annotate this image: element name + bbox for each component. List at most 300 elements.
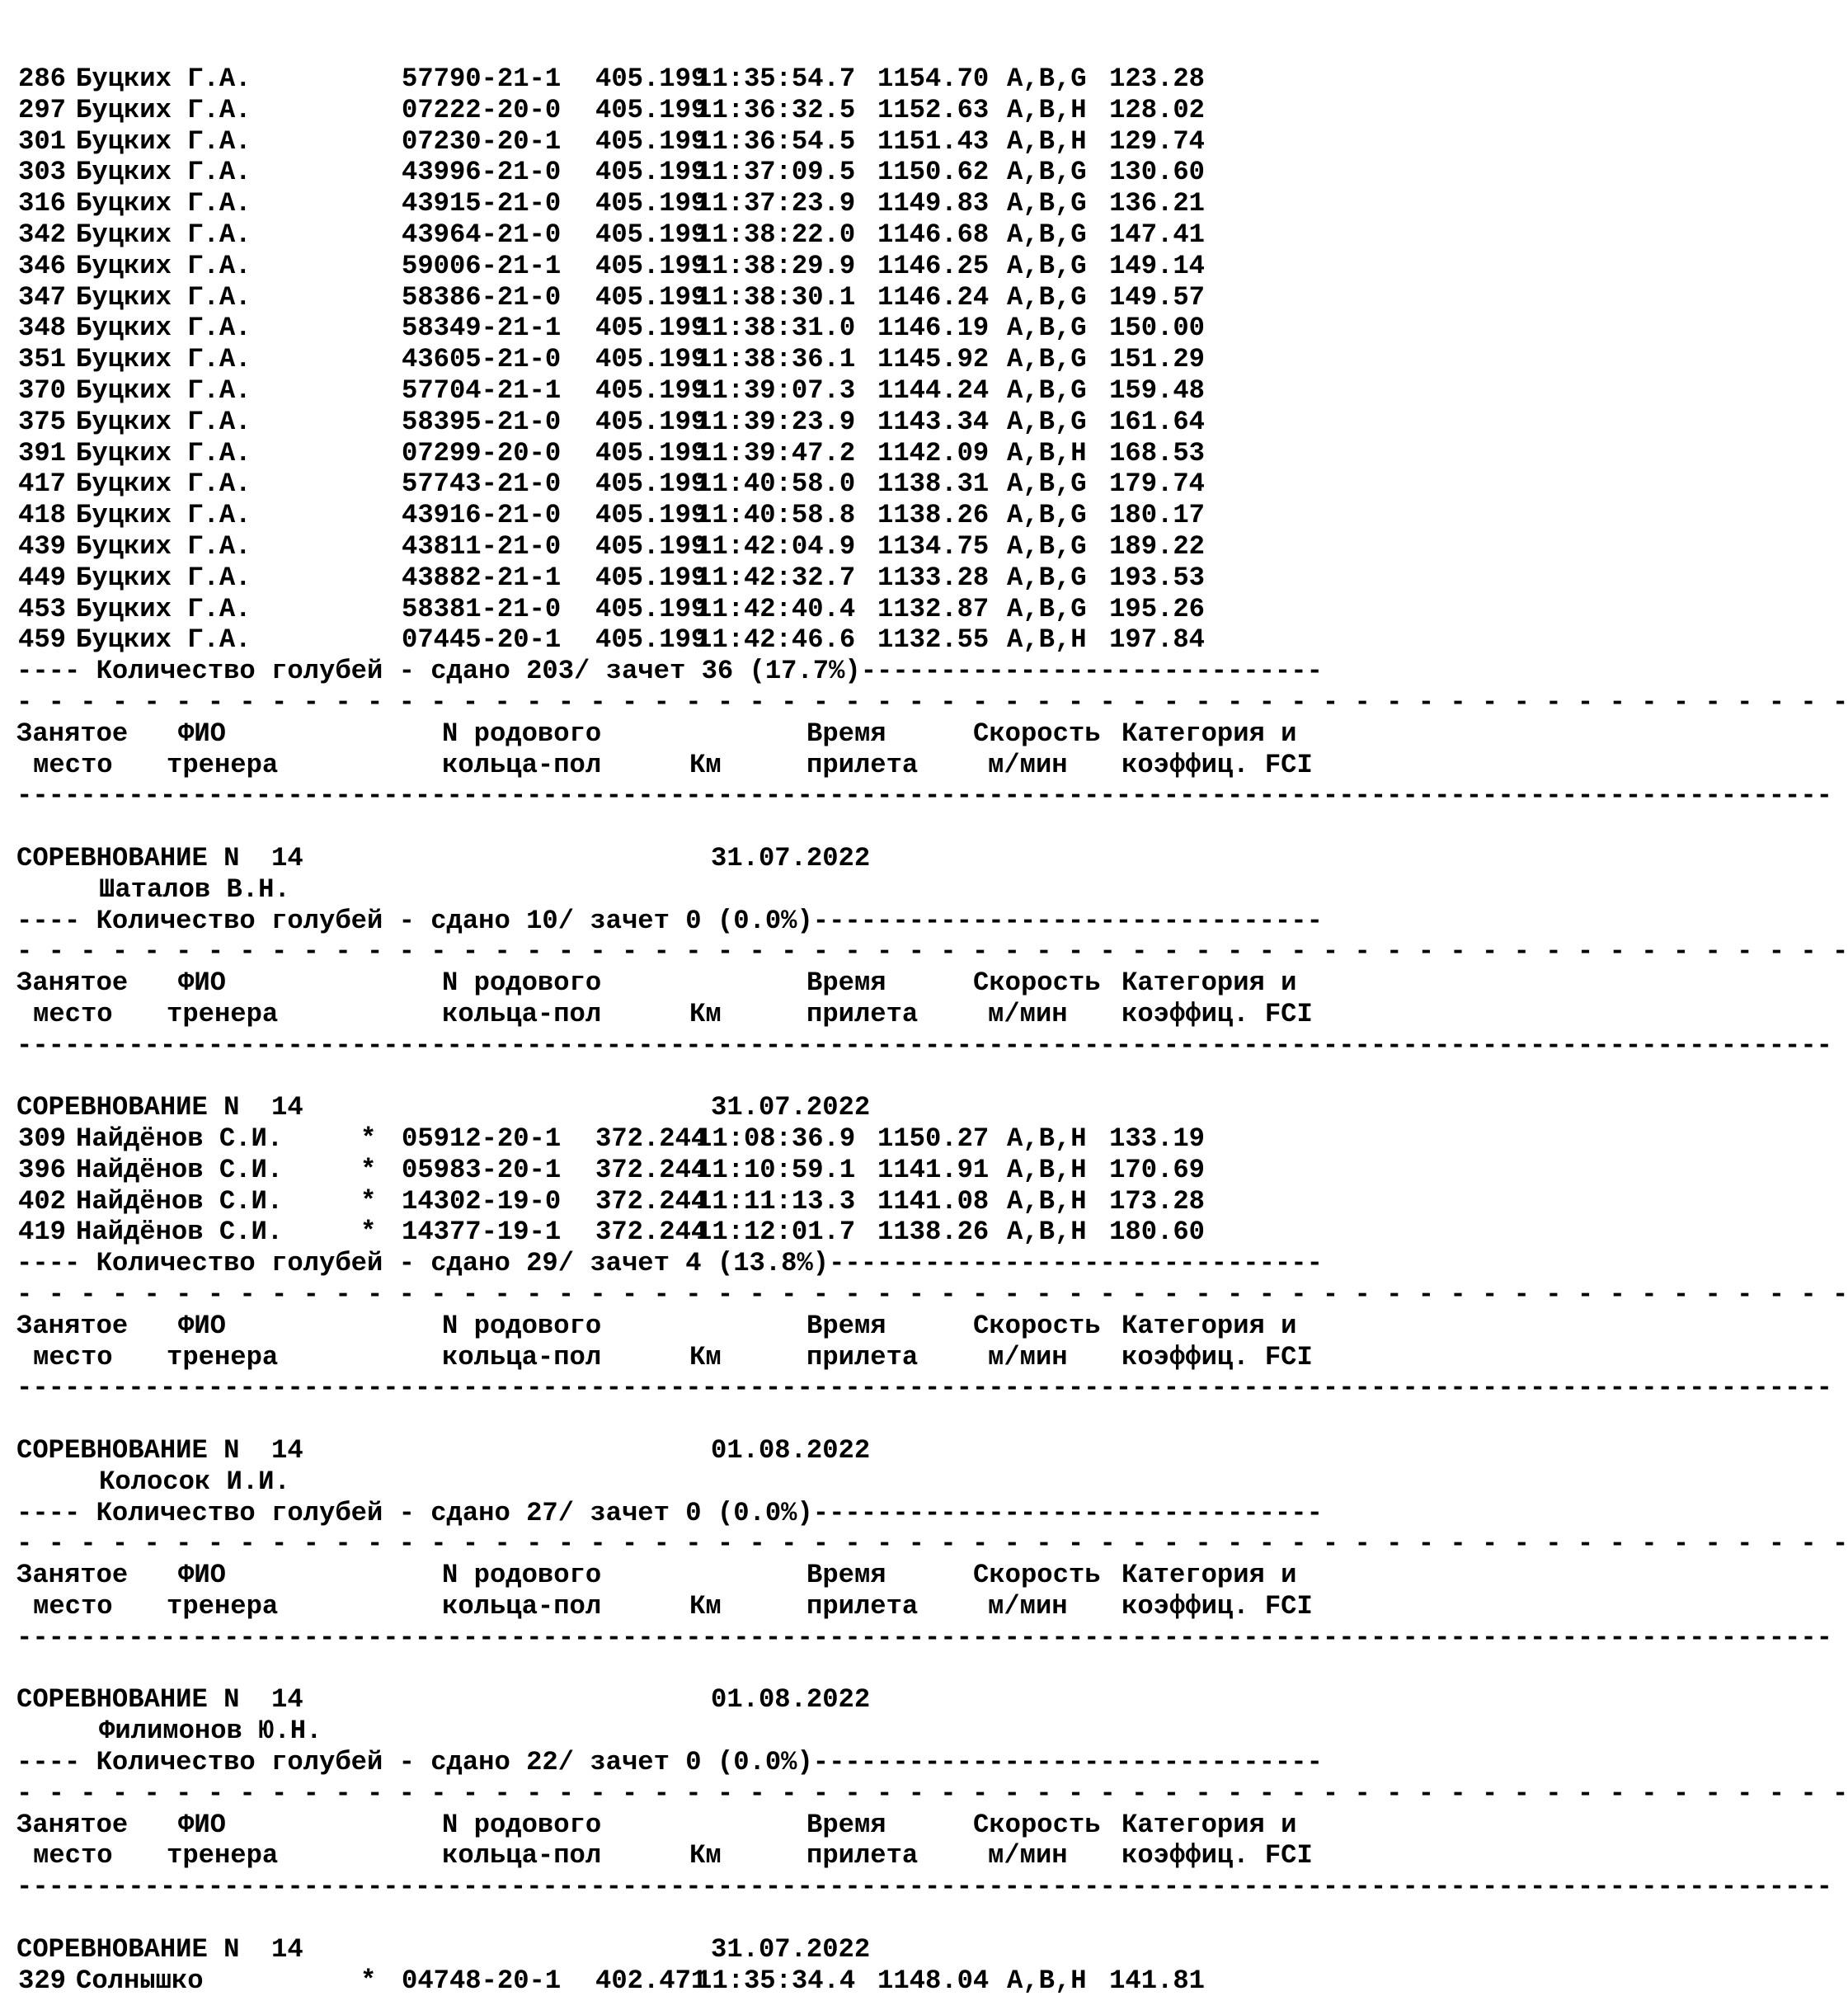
arrival-time-cell: 11:38:36.1 (696, 344, 856, 375)
coefficient-cell: 149.14 (1109, 250, 1205, 281)
speed-cell: 1132.55 (877, 624, 990, 656)
summary-line-text: ---- Количество голубей - сдано 203/ зачет 36 (17.7%)----------------------------- (16, 656, 1323, 687)
trainer-name-text: Колосок И.И. (99, 1466, 290, 1497)
distance-cell: 405.199 (595, 468, 708, 500)
place-cell: 419 (18, 1217, 66, 1248)
rule-solid (16, 1372, 1832, 1404)
trainer-name-cell: Буцких Г.А. (76, 250, 252, 281)
trainer-name-cell: Буцких Г.А. (76, 157, 252, 188)
trainer-name-cell: Найдёнов С.И. (76, 1123, 284, 1155)
distance-cell: 372.244 (595, 1185, 708, 1217)
spacer (16, 1654, 1369, 1685)
distance-cell: 405.199 (595, 313, 708, 344)
place-cell: 417 (18, 468, 66, 500)
coefficient-cell: 193.53 (1109, 562, 1205, 593)
competition-date: 31.07.2022 (711, 842, 871, 873)
header-place: Занятое (16, 1560, 129, 1591)
column-header-line-2 (16, 1342, 1369, 1373)
summary-line (16, 1747, 1369, 1778)
competition-title (16, 1934, 1369, 1965)
speed-cell: 1146.24 (877, 281, 990, 313)
table-row (16, 313, 1369, 344)
trainer-name-cell: Буцких Г.А. (76, 624, 252, 656)
table-row (16, 624, 1369, 656)
header-speed: Скорость (973, 1560, 1101, 1591)
speed-cell: 1151.43 (877, 125, 990, 157)
summary-line (16, 906, 1369, 937)
coefficient-cell: 170.69 (1109, 1154, 1205, 1185)
table-row (16, 594, 1369, 625)
trainer-name-cell: Найдёнов С.И. (76, 1185, 284, 1217)
competition-number: СОРЕВНОВАНИЕ N 14 (16, 1684, 303, 1716)
spacer (16, 812, 1369, 843)
table-row (16, 407, 1369, 438)
header-time: Время (806, 718, 886, 749)
coefficient-cell: 150.00 (1109, 313, 1205, 344)
distance-cell: 405.199 (595, 437, 708, 468)
distance-cell: 372.244 (595, 1154, 708, 1185)
trainer-name-cell: Буцких Г.А. (76, 344, 252, 375)
distance-cell: 405.199 (595, 344, 708, 375)
mark-cell: * (360, 1154, 377, 1185)
competition-date: 31.07.2022 (711, 1092, 871, 1123)
arrival-time-cell: 11:12:01.7 (696, 1217, 856, 1248)
column-header-line-2 (16, 1840, 1369, 1871)
distance-cell: 405.199 (595, 157, 708, 188)
ring-number-cell: 43915-21-0 (402, 188, 562, 219)
category-cell: A,B,G (1007, 64, 1087, 94)
mark-cell: * (360, 1965, 377, 1996)
distance-cell: 405.199 (595, 188, 708, 219)
header-ring: N родового (442, 718, 602, 749)
speed-cell: 1134.75 (877, 530, 990, 562)
header-speed: Скорость (973, 967, 1101, 999)
competition-title (16, 1684, 1369, 1716)
place-cell: 449 (18, 562, 66, 593)
header-speed: Скорость (973, 718, 1101, 749)
summary-line (16, 656, 1369, 687)
header-km: Км (689, 749, 722, 780)
header-cat: коэффиц. FCI (1121, 749, 1313, 780)
table-row (16, 282, 1369, 313)
trainer-name-cell: Буцких Г.А. (76, 94, 252, 125)
distance-cell: 372.244 (595, 1123, 708, 1155)
speed-cell: 1146.25 (877, 250, 990, 281)
distance-cell: 405.199 (595, 219, 708, 250)
rule-solid-text: ------------------------------------------------------------------------------------------------------------------ (16, 1622, 1832, 1653)
table-row (16, 251, 1369, 282)
category-cell: A,B,G (1007, 188, 1087, 219)
trainer-name-cell: Буцких Г.А. (76, 437, 252, 468)
place-cell: 316 (18, 188, 66, 219)
header-speed: м/мин (988, 1591, 1068, 1622)
speed-cell: 1150.62 (877, 157, 990, 188)
column-header-line-2 (16, 750, 1369, 781)
table-row (16, 1217, 1369, 1248)
header-place: Занятое (16, 718, 129, 749)
coefficient-cell: 129.74 (1109, 125, 1205, 157)
arrival-time-cell: 11:37:09.5 (696, 157, 856, 188)
header-speed: м/мин (988, 998, 1068, 1029)
column-header-line-1 (16, 1810, 1369, 1841)
header-name: ФИО (178, 1560, 226, 1591)
category-cell: A,B,H (1007, 1185, 1087, 1217)
speed-cell: 1146.19 (877, 313, 990, 344)
coefficient-cell: 159.48 (1109, 374, 1205, 406)
category-cell: A,B,H (1007, 94, 1087, 125)
place-cell: 297 (18, 94, 66, 125)
arrival-time-cell: 11:42:40.4 (696, 593, 856, 624)
rule-dashed-text: - - - - - - - - - - - - - - - - - - - - - - - - - - - - - - - - - - - - - - - - - - - - - - - - - - - - - - - - - - (16, 1528, 1848, 1560)
column-header-line-1 (16, 718, 1369, 750)
mark-cell: * (360, 1185, 377, 1217)
header-time: прилета (806, 998, 919, 1029)
table-row (16, 468, 1369, 500)
trainer-name (16, 1466, 1369, 1498)
header-km: Км (689, 1840, 722, 1871)
category-cell: A,B,G (1007, 281, 1087, 313)
competition-date: 01.08.2022 (711, 1435, 871, 1466)
place-cell: 301 (18, 125, 66, 157)
category-cell: A,B,G (1007, 344, 1087, 375)
header-ring: кольца-пол (442, 749, 602, 780)
place-cell: 375 (18, 406, 66, 437)
table-row (16, 375, 1369, 407)
ring-number-cell: 43811-21-0 (402, 530, 562, 562)
coefficient-cell: 123.28 (1109, 64, 1205, 94)
header-name: тренера (167, 1840, 279, 1871)
trainer-name-cell: Найдёнов С.И. (76, 1217, 284, 1248)
table-row (16, 157, 1369, 188)
ring-number-cell: 59006-21-1 (402, 250, 562, 281)
place-cell: 391 (18, 437, 66, 468)
trainer-name-cell: Буцких Г.А. (76, 64, 252, 94)
rule-solid (16, 780, 1832, 812)
competition-number: СОРЕВНОВАНИЕ N 14 (16, 1092, 303, 1123)
distance-cell: 405.199 (595, 624, 708, 656)
header-speed: м/мин (988, 1840, 1068, 1871)
distance-cell: 405.199 (595, 593, 708, 624)
rule-dashed (16, 1279, 1848, 1311)
header-cat: коэффиц. FCI (1121, 1341, 1313, 1372)
ring-number-cell: 05912-20-1 (402, 1123, 562, 1155)
place-cell: 396 (18, 1154, 66, 1185)
distance-cell: 405.199 (595, 374, 708, 406)
ring-number-cell: 58349-21-1 (402, 313, 562, 344)
place-cell: 342 (18, 219, 66, 250)
rule-solid (16, 1622, 1832, 1654)
category-cell: A,B,H (1007, 1965, 1087, 1996)
ring-number-cell: 07222-20-0 (402, 94, 562, 125)
coefficient-cell: 133.19 (1109, 1123, 1205, 1155)
place-cell: 329 (18, 1965, 66, 1996)
place-cell: 347 (18, 281, 66, 313)
header-place: место (33, 1341, 113, 1372)
distance-cell: 405.199 (595, 562, 708, 593)
arrival-time-cell: 11:42:04.9 (696, 530, 856, 562)
rule-dashed (16, 686, 1848, 718)
spacer (16, 1903, 1369, 1934)
distance-cell: 405.199 (595, 64, 708, 94)
header-cat: коэффиц. FCI (1121, 1840, 1313, 1871)
arrival-time-cell: 11:39:07.3 (696, 374, 856, 406)
ring-number-cell: 43916-21-0 (402, 500, 562, 531)
rule-dashed-text: - - - - - - - - - - - - - - - - - - - - - - - - - - - - - - - - - - - - - - - - - - - - - - - - - - - - - - - - - - (16, 686, 1848, 718)
place-cell: 309 (18, 1123, 66, 1155)
place-cell: 303 (18, 157, 66, 188)
column-header-line-1 (16, 1560, 1369, 1591)
arrival-time-cell: 11:10:59.1 (696, 1154, 856, 1185)
table-row (16, 563, 1369, 594)
coefficient-cell: 130.60 (1109, 157, 1205, 188)
header-speed: м/мин (988, 749, 1068, 780)
coefficient-cell: 151.29 (1109, 344, 1205, 375)
ring-number-cell: 07230-20-1 (402, 125, 562, 157)
place-cell: 286 (18, 64, 66, 94)
speed-cell: 1150.27 (877, 1123, 990, 1155)
rule-solid (16, 1871, 1832, 1903)
coefficient-cell: 141.81 (1109, 1965, 1205, 1996)
trainer-name-cell: Буцких Г.А. (76, 188, 252, 219)
coefficient-cell: 161.64 (1109, 406, 1205, 437)
arrival-time-cell: 11:38:22.0 (696, 219, 856, 250)
coefficient-cell: 179.74 (1109, 468, 1205, 500)
competition-date: 01.08.2022 (711, 1684, 871, 1716)
distance-cell: 402.471 (595, 1965, 708, 1996)
mark-cell: * (360, 1123, 377, 1155)
ring-number-cell: 43605-21-0 (402, 344, 562, 375)
header-place: место (33, 1840, 113, 1871)
trainer-name-cell: Буцких Г.А. (76, 562, 252, 593)
mark-cell: * (360, 1217, 377, 1248)
spacer (16, 1062, 1369, 1093)
summary-line (16, 1498, 1369, 1529)
header-name: тренера (167, 749, 279, 780)
place-cell: 346 (18, 250, 66, 281)
ring-number-cell: 58395-21-0 (402, 406, 562, 437)
rule-dashed-text: - - - - - - - - - - - - - - - - - - - - - - - - - - - - - - - - - - - - - - - - - - - - - - - - - - - - - - - - - - (16, 1279, 1848, 1311)
arrival-time-cell: 11:35:54.7 (696, 64, 856, 94)
rule-solid-text: ------------------------------------------------------------------------------------------------------------------ (16, 1029, 1832, 1061)
header-time: Время (806, 1310, 886, 1341)
rule-dashed-text: - - - - - - - - - - - - - - - - - - - - - - - - - - - - - - - - - - - - - - - - - - - - - - - - - - - - - - - - - - (16, 1777, 1848, 1809)
category-cell: A,B,G (1007, 530, 1087, 562)
header-ring: N родового (442, 967, 602, 999)
ring-number-cell: 14377-19-1 (402, 1217, 562, 1248)
table-row (16, 64, 1369, 95)
header-time: Время (806, 967, 886, 999)
header-place: Занятое (16, 967, 129, 999)
header-km: Км (689, 998, 722, 1029)
arrival-time-cell: 11:42:46.6 (696, 624, 856, 656)
place-cell: 402 (18, 1185, 66, 1217)
results-document (16, 64, 1848, 1996)
category-cell: A,B,H (1007, 125, 1087, 157)
table-row (16, 1155, 1369, 1186)
rule-dashed-text: - - - - - - - - - - - - - - - - - - - - - - - - - - - - - - - - - - - - - - - - - - - - - - - - - - - - - - - - - - (16, 936, 1848, 967)
header-ring: кольца-пол (442, 998, 602, 1029)
header-name: ФИО (178, 1809, 226, 1840)
table-row (16, 219, 1369, 251)
header-time: прилета (806, 749, 919, 780)
header-cat: Категория и (1121, 1310, 1297, 1341)
arrival-time-cell: 11:38:31.0 (696, 313, 856, 344)
coefficient-cell: 189.22 (1109, 530, 1205, 562)
ring-number-cell: 43996-21-0 (402, 157, 562, 188)
competition-number: СОРЕВНОВАНИЕ N 14 (16, 1933, 303, 1965)
trainer-name-cell: Буцких Г.А. (76, 281, 252, 313)
category-cell: A,B,G (1007, 157, 1087, 188)
coefficient-cell: 173.28 (1109, 1185, 1205, 1217)
header-cat: Категория и (1121, 1809, 1297, 1840)
table-row (16, 1123, 1369, 1155)
header-place: Занятое (16, 1310, 129, 1341)
competition-title (16, 1092, 1369, 1123)
header-name: ФИО (178, 718, 226, 749)
speed-cell: 1138.31 (877, 468, 990, 500)
coefficient-cell: 197.84 (1109, 624, 1205, 656)
place-cell: 453 (18, 593, 66, 624)
header-ring: кольца-пол (442, 1840, 602, 1871)
category-cell: A,B,G (1007, 219, 1087, 250)
spacer (16, 1404, 1369, 1435)
distance-cell: 405.199 (595, 530, 708, 562)
arrival-time-cell: 11:11:13.3 (696, 1185, 856, 1217)
speed-cell: 1154.70 (877, 64, 990, 94)
trainer-name-cell: Буцких Г.А. (76, 374, 252, 406)
header-ring: N родового (442, 1809, 602, 1840)
table-row (16, 95, 1369, 126)
header-place: место (33, 998, 113, 1029)
category-cell: A,B,H (1007, 1123, 1087, 1155)
header-place: место (33, 749, 113, 780)
competition-date: 31.07.2022 (711, 1933, 871, 1965)
header-ring: кольца-пол (442, 1591, 602, 1622)
table-row (16, 438, 1369, 469)
header-speed: Скорость (973, 1809, 1101, 1840)
category-cell: A,B,G (1007, 374, 1087, 406)
trainer-name-cell: Найдёнов С.И. (76, 1154, 284, 1185)
table-row (16, 126, 1369, 158)
ring-number-cell: 43964-21-0 (402, 219, 562, 250)
speed-cell: 1145.92 (877, 344, 990, 375)
ring-number-cell: 58381-21-0 (402, 593, 562, 624)
header-cat: Категория и (1121, 967, 1297, 999)
speed-cell: 1133.28 (877, 562, 990, 593)
trainer-name-cell: Буцких Г.А. (76, 125, 252, 157)
header-time: прилета (806, 1341, 919, 1372)
table-row (16, 1965, 1369, 1996)
header-name: тренера (167, 998, 279, 1029)
rule-solid-text: ------------------------------------------------------------------------------------------------------------------ (16, 1372, 1832, 1404)
header-time: Время (806, 1560, 886, 1591)
distance-cell: 405.199 (595, 125, 708, 157)
header-km: Км (689, 1341, 722, 1372)
speed-cell: 1141.91 (877, 1154, 990, 1185)
coefficient-cell: 168.53 (1109, 437, 1205, 468)
trainer-name-text: Шаталов В.Н. (99, 873, 290, 905)
arrival-time-cell: 11:39:47.2 (696, 437, 856, 468)
summary-line-text: ---- Количество голубей - сдано 10/ зачет 0 (0.0%)-------------------------------- (16, 905, 1323, 936)
header-cat: Категория и (1121, 1560, 1297, 1591)
category-cell: A,B,G (1007, 562, 1087, 593)
speed-cell: 1138.26 (877, 1217, 990, 1248)
header-place: Занятое (16, 1809, 129, 1840)
ring-number-cell: 04748-20-1 (402, 1965, 562, 1996)
header-time: Время (806, 1809, 886, 1840)
coefficient-cell: 149.57 (1109, 281, 1205, 313)
ring-number-cell: 58386-21-0 (402, 281, 562, 313)
speed-cell: 1148.04 (877, 1965, 990, 1996)
place-cell: 370 (18, 374, 66, 406)
speed-cell: 1142.09 (877, 437, 990, 468)
header-cat: Категория и (1121, 718, 1297, 749)
table-row (16, 188, 1369, 219)
coefficient-cell: 180.17 (1109, 500, 1205, 531)
coefficient-cell: 195.26 (1109, 593, 1205, 624)
column-header-line-2 (16, 999, 1369, 1030)
category-cell: A,B,G (1007, 468, 1087, 500)
category-cell: A,B,G (1007, 250, 1087, 281)
header-ring: N родового (442, 1560, 602, 1591)
header-km: Км (689, 1591, 722, 1622)
rule-dashed (16, 936, 1848, 967)
category-cell: A,B,H (1007, 624, 1087, 656)
arrival-time-cell: 11:37:23.9 (696, 188, 856, 219)
speed-cell: 1152.63 (877, 94, 990, 125)
header-name: ФИО (178, 1310, 226, 1341)
column-header-line-1 (16, 1311, 1369, 1342)
ring-number-cell: 57704-21-1 (402, 374, 562, 406)
trainer-name-cell: Буцких Г.А. (76, 219, 252, 250)
coefficient-cell: 180.60 (1109, 1217, 1205, 1248)
header-time: прилета (806, 1591, 919, 1622)
speed-cell: 1141.08 (877, 1185, 990, 1217)
speed-cell: 1144.24 (877, 374, 990, 406)
table-row (16, 531, 1369, 563)
header-cat: коэффиц. FCI (1121, 998, 1313, 1029)
distance-cell: 405.199 (595, 94, 708, 125)
ring-number-cell: 14302-19-0 (402, 1185, 562, 1217)
category-cell: A,B,G (1007, 500, 1087, 531)
summary-line-text: ---- Количество голубей - сдано 22/ зачет 0 (0.0%)-------------------------------- (16, 1747, 1323, 1778)
arrival-time-cell: 11:35:34.4 (696, 1965, 856, 1996)
place-cell: 348 (18, 313, 66, 344)
trainer-name (16, 874, 1369, 906)
speed-cell: 1146.68 (877, 219, 990, 250)
arrival-time-cell: 11:40:58.0 (696, 468, 856, 500)
ring-number-cell: 07299-20-0 (402, 437, 562, 468)
place-cell: 418 (18, 500, 66, 531)
speed-cell: 1138.26 (877, 500, 990, 531)
category-cell: A,B,G (1007, 406, 1087, 437)
header-name: тренера (167, 1591, 279, 1622)
trainer-name-cell: Буцких Г.А. (76, 313, 252, 344)
category-cell: A,B,H (1007, 1217, 1087, 1248)
ring-number-cell: 57790-21-1 (402, 64, 562, 94)
category-cell: A,B,G (1007, 313, 1087, 344)
table-row (16, 500, 1369, 531)
distance-cell: 405.199 (595, 500, 708, 531)
header-place: место (33, 1591, 113, 1622)
trainer-name-cell: Буцких Г.А. (76, 500, 252, 531)
category-cell: A,B,H (1007, 437, 1087, 468)
header-speed: м/мин (988, 1341, 1068, 1372)
coefficient-cell: 136.21 (1109, 188, 1205, 219)
table-row (16, 1186, 1369, 1217)
arrival-time-cell: 11:39:23.9 (696, 406, 856, 437)
arrival-time-cell: 11:36:54.5 (696, 125, 856, 157)
